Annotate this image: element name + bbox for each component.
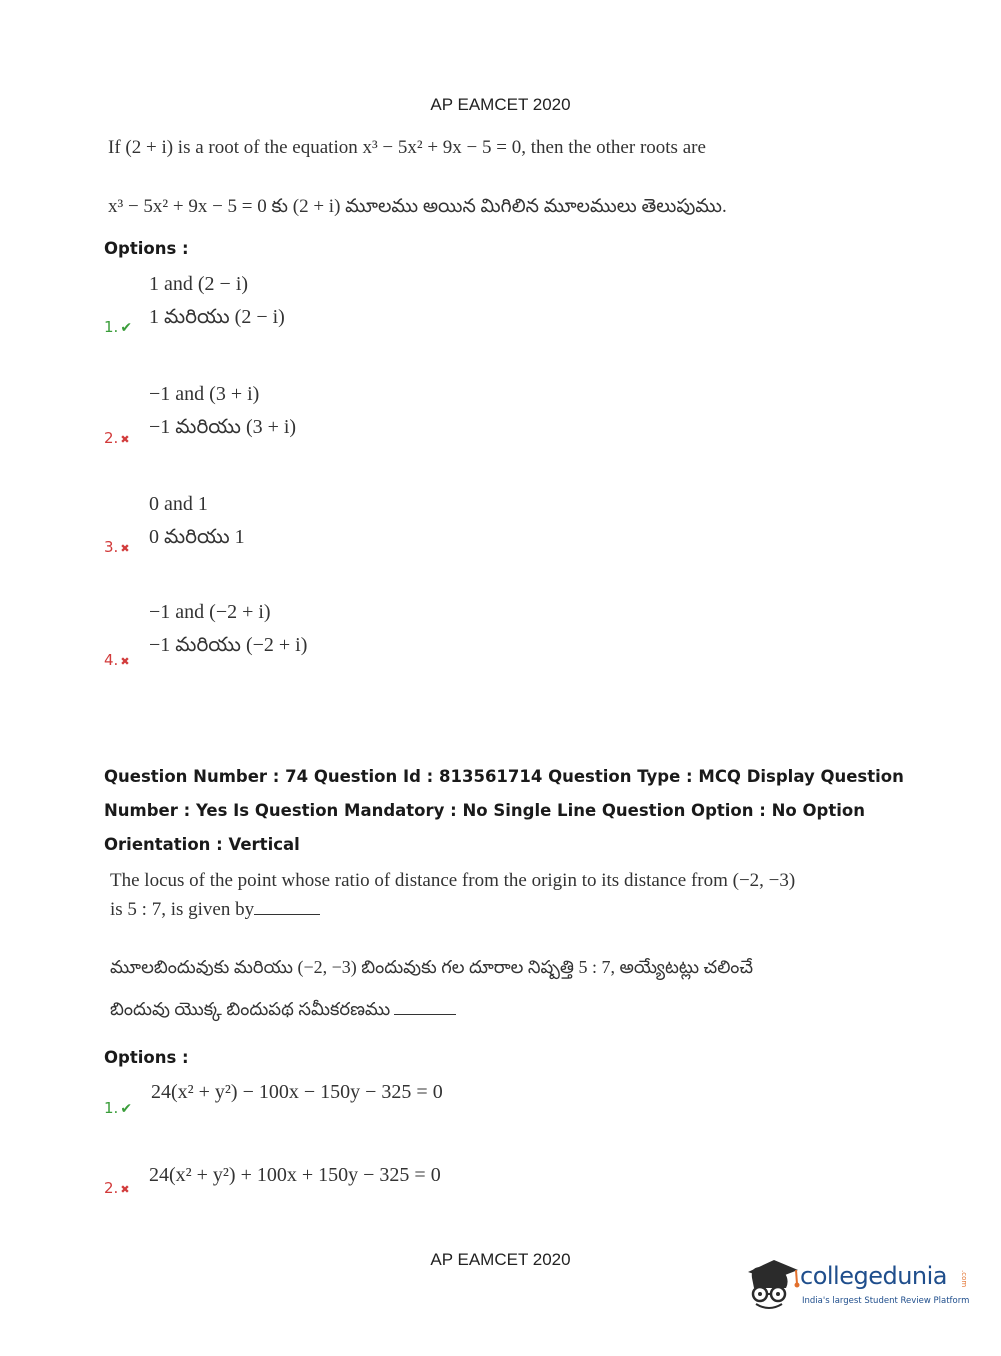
collegedunia-logo: [742, 1250, 972, 1320]
cross-icon: ✖: [120, 433, 130, 446]
question-stem-telugu-line-2: బిందువు యొక్క బిందుపథ సమీకరణము: [110, 999, 456, 1024]
option-4-telugu: −1 మరియు (−2 + i): [149, 634, 308, 656]
option-2-telugu: −1 మరియు (3 + i): [149, 416, 297, 438]
question-meta-line-2: Number : Yes Is Question Mandatory : No Single Line Question Option : No Option: [104, 801, 865, 820]
page-footer-title: AP EAMCET 2020: [430, 1250, 571, 1269]
option-1-number: 1. ✔: [104, 318, 133, 336]
option-1-english: 1 and (2 − i): [149, 273, 249, 295]
answer-blank: [254, 900, 320, 915]
option-1-telugu: 1 మరియు (2 − i): [149, 306, 285, 328]
option-4-english: −1 and (−2 + i): [149, 601, 271, 623]
question-meta-line-3: Orientation : Vertical: [104, 835, 300, 854]
cross-icon: ✖: [120, 542, 130, 555]
option-2-number: 2. ✖: [104, 1179, 130, 1197]
option-1-number: 1. ✔: [104, 1099, 133, 1117]
question-meta-line-1: Question Number : 74 Question Id : 813561714 Question Type : MCQ Display Question: [104, 767, 904, 786]
question-stem-telugu-line-1: మూలబిందువుకు మరియు (−2, −3) బిందువుకు గల దూరాల నిష్పత్తి 5 : 7, అయ్యేటట్లు చలించే: [110, 957, 754, 977]
question-stem-telugu: x³ − 5x² + 9x − 5 = 0 కు (2 + i) మూలము అయిన మిగిలిన మూలములు తెలుపుము.: [108, 196, 727, 217]
logo-tagline: India's largest Student Review Platform: [802, 1296, 970, 1306]
option-1-equation: 24(x² + y²) − 100x − 150y − 325 = 0: [151, 1081, 443, 1103]
option-2-equation: 24(x² + y²) + 100x + 150y − 325 = 0: [149, 1164, 441, 1186]
cross-icon: ✖: [120, 655, 130, 668]
option-3-english: 0 and 1: [149, 493, 208, 515]
logo-wordmark: collegedunia: [800, 1262, 948, 1290]
check-icon: ✔: [120, 320, 133, 336]
options-label: Options :: [104, 1048, 189, 1067]
question-stem-english-line-1: The locus of the point whose ratio of distance from the origin to its distance from (−2, −3): [110, 870, 796, 891]
option-4-number: 4. ✖: [104, 651, 130, 669]
mascot-icon: [742, 1250, 800, 1320]
answer-blank: [394, 1002, 456, 1015]
option-2-number: 2. ✖: [104, 429, 130, 447]
page-header-title: AP EAMCET 2020: [430, 95, 571, 114]
logo-suffix: .com: [960, 1270, 968, 1288]
question-stem-english-line-2: is 5 : 7, is given by: [110, 899, 320, 921]
option-3-number: 3. ✖: [104, 538, 130, 556]
option-3-telugu: 0 మరియు 1: [149, 526, 245, 548]
question-stem-english: If (2 + i) is a root of the equation x³ − 5x² + 9x − 5 = 0, then the other roots are: [108, 137, 706, 158]
options-label: Options :: [104, 239, 189, 258]
cross-icon: ✖: [120, 1183, 130, 1196]
check-icon: ✔: [120, 1101, 133, 1117]
option-2-english: −1 and (3 + i): [149, 383, 260, 405]
